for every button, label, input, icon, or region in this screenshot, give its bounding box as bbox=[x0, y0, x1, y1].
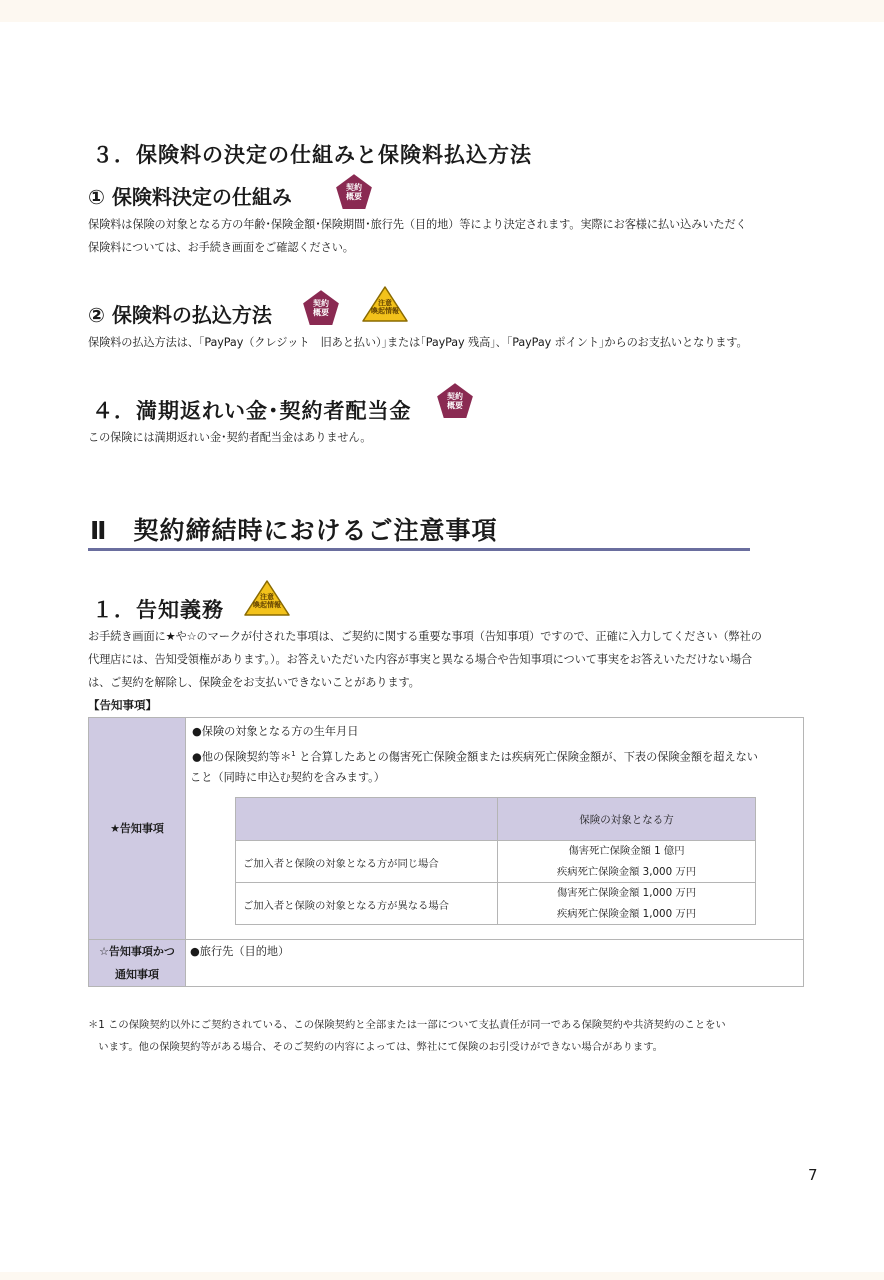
table-caption: 【告知事項】 bbox=[88, 698, 157, 712]
notification-text-line-3: は、ご契約を解除し、保険金をお支払いできないことがあります。 bbox=[88, 676, 420, 689]
caution-info-badge: 注意 喚起情報 bbox=[361, 285, 409, 323]
chapter-underline bbox=[88, 548, 750, 551]
insurance-limit-table bbox=[235, 797, 756, 925]
inner-header: 保険の対象となる方 bbox=[498, 798, 755, 840]
chapter-II-title: Ⅱ 契約締結時におけるご注意事項 bbox=[90, 516, 498, 545]
notification-text-line-1: お手続き画面に★や☆のマークが付された事項は、ご契約に関する重要な事項（告知事項）ですので、正確に入力してください（弊社の bbox=[88, 630, 762, 643]
contract-summary-badge: 契約 概要 bbox=[434, 381, 476, 421]
section-3-title: ３．保険料の決定の仕組みと保険料払込方法 bbox=[92, 143, 532, 167]
row-2-header bbox=[89, 940, 186, 986]
section-4-text: この保険には満期返れい金･契約者配当金はありません。 bbox=[88, 431, 372, 444]
value-line: 傷害死亡保険金額 1 億円 bbox=[568, 845, 685, 857]
value-line: 疾病死亡保険金額 1,000 万円 bbox=[557, 908, 696, 920]
subsection-1-text-line-2: 保険料については、お手続き画面をご確認ください。 bbox=[88, 241, 354, 254]
footnote-line-2: います。他の保険契約等がある場合、そのご契約の内容によっては、弊社にて保険のお引受けができない場合があります。 bbox=[88, 1041, 663, 1053]
row-2-item: ●旅行先（目的地） bbox=[190, 945, 290, 958]
section-4-title: ４．満期返れい金･契約者配当金 bbox=[92, 399, 412, 423]
notification-text-line-2: 代理店には、告知受領権があります。）。お答えいただいた内容が事実と異なる場合や告知事項について事実をお答えいただけない場合 bbox=[88, 653, 753, 666]
value-line: 傷害死亡保険金額 1,000 万円 bbox=[557, 887, 696, 899]
row-2-header-line-1: ☆告知事項かつ bbox=[99, 945, 175, 958]
row-1-item-2: ●他の保険契約等＊$^1$ と合算したあとの傷害死亡保険金額または疾病死亡保険金額が、下表の保険金額を超えない bbox=[192, 750, 758, 764]
contract-summary-badge: 契約 概要 bbox=[333, 172, 375, 212]
contract-summary-badge: 契約 概要 bbox=[300, 288, 342, 328]
value-line: 疾病死亡保険金額 3,000 万円 bbox=[557, 866, 696, 878]
notification-title: １．告知義務 bbox=[92, 598, 224, 622]
row-label: ご加入者と保険の対象となる方が異なる場合 bbox=[236, 883, 498, 925]
row-1-header: ★告知事項 bbox=[89, 718, 186, 939]
row-label: ご加入者と保険の対象となる方が同じ場合 bbox=[236, 841, 498, 883]
row-1-item-2-continued: こと（同時に申込む契約を含みます。） bbox=[190, 771, 385, 784]
row-2-header-line-2: 通知事項 bbox=[115, 968, 159, 981]
subsection-1-text-line-1: 保険料は保険の対象となる方の年齢･保険金額･保険期間･旅行先（目的地）等により決定されます。実際にお客様に払い込みいただく bbox=[88, 218, 747, 231]
footnote-line-1: ＊1 この保険契約以外にご契約されている、この保険契約と全部または一部について支払責任が同一である保険契約や共済契約のことをい bbox=[88, 1019, 726, 1031]
row-values bbox=[498, 883, 755, 925]
table-row bbox=[236, 882, 755, 925]
subsection-2-text: 保険料の払込方法は、｢PayPay（クレジット 旧あと払い）｣または｢PayPay 残高｣、｢PayPay ポイント｣からのお支払いとなります。 bbox=[88, 336, 748, 349]
row-values bbox=[498, 841, 755, 883]
row-1-item-1: ●保険の対象となる方の生年月日 bbox=[192, 725, 359, 738]
notification-table bbox=[88, 717, 804, 987]
subsection-1-title: ① 保険料決定の仕組み bbox=[88, 185, 292, 209]
table-row bbox=[236, 840, 755, 883]
page-number: 7 bbox=[808, 1166, 818, 1184]
subsection-2-title: ② 保険料の払込方法 bbox=[88, 303, 272, 327]
inner-header-blank bbox=[236, 798, 498, 840]
caution-info-badge: 注意 喚起情報 bbox=[243, 579, 291, 617]
